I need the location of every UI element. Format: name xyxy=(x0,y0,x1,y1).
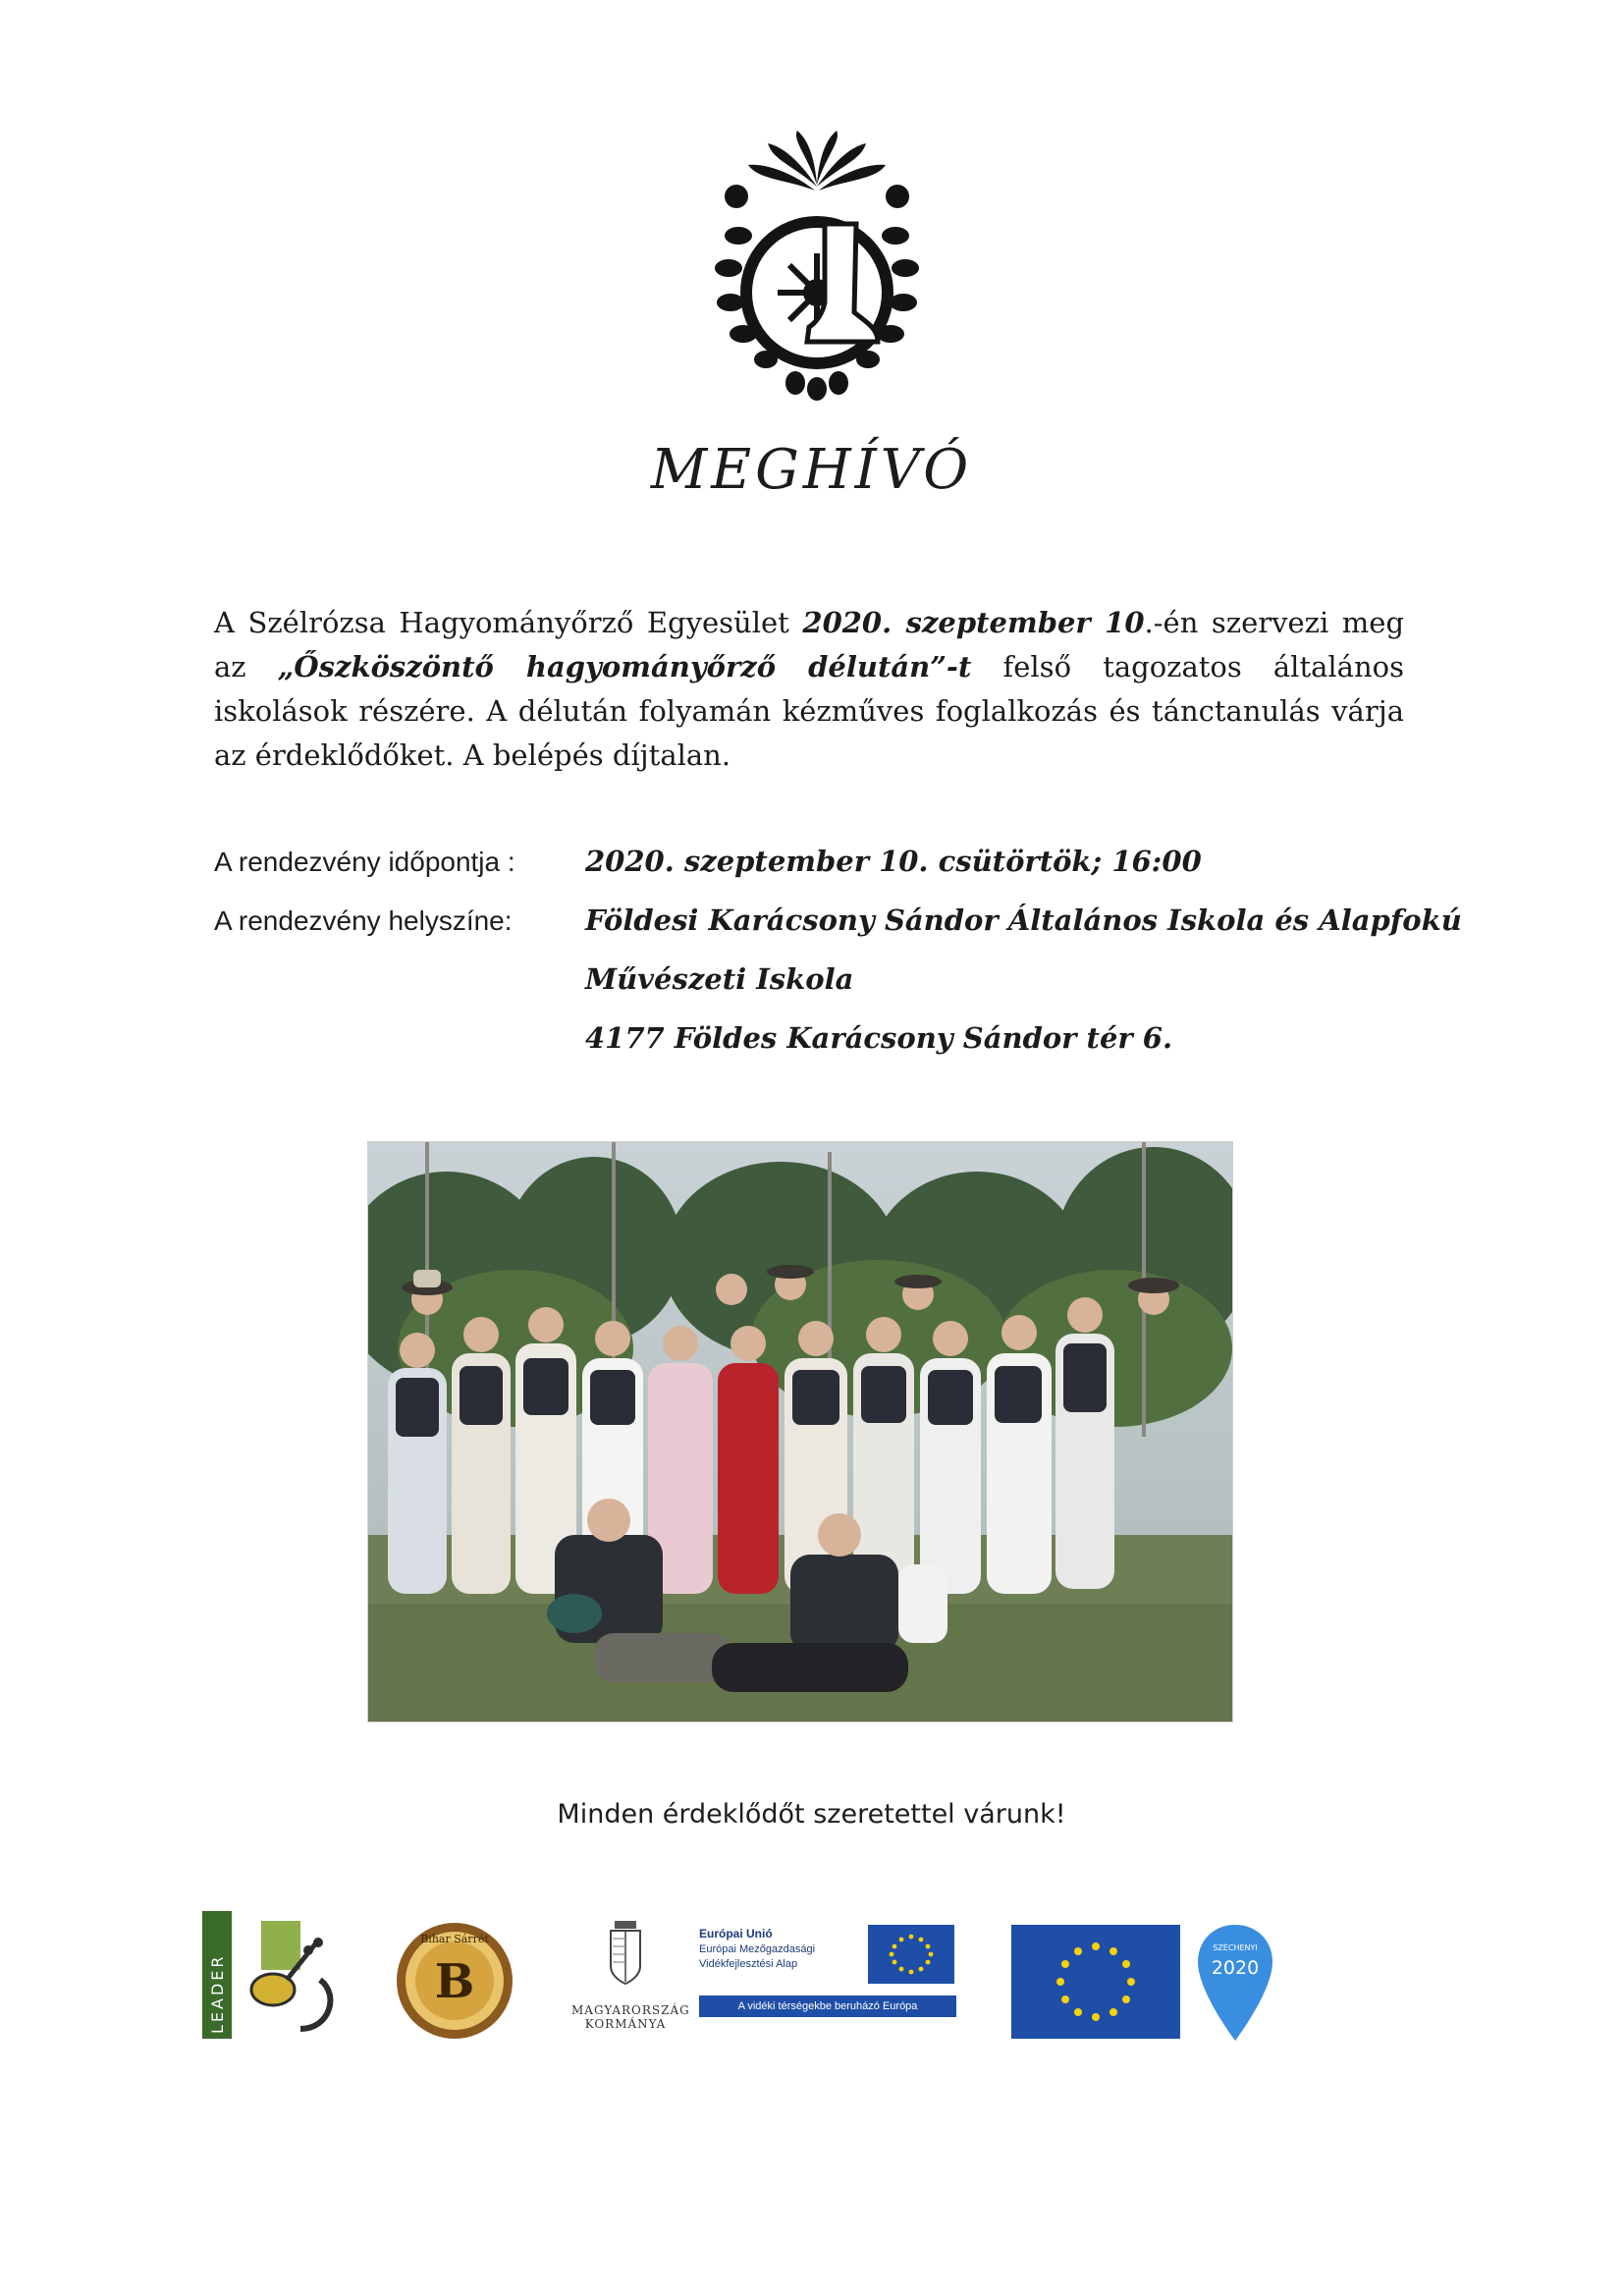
place-label: A rendezvény helyszíne: xyxy=(214,905,513,936)
intro-text-2: .-én szervezi meg az xyxy=(214,606,1405,683)
government-line-1: MAGYARORSZÁG xyxy=(571,2003,690,2017)
intro-text-1: A Szélrózsa Hagyományőrző Egyesület xyxy=(214,606,803,639)
time-label: A rendezvény időpontja : xyxy=(214,847,515,877)
government-line-2: KORMÁNYA xyxy=(584,2017,667,2031)
closing-text: Minden érdeklődőt szeretettel várunk! xyxy=(557,1799,1066,1830)
time-value: 2020. szeptember 10. csütörtök; 16:00 xyxy=(585,845,1202,878)
eu-flag-small xyxy=(868,1925,954,1984)
intro-event-name: „Őszköszöntő hagyományőrző délután”-t xyxy=(277,650,972,683)
eu-line-3: Vidékfejlesztési Alap xyxy=(699,1958,798,1970)
intro-date: 2020. szeptember 10 xyxy=(802,606,1145,639)
place-line-2: Művészeti Iskola xyxy=(585,962,854,996)
leader-logo-text: LEADER xyxy=(208,1953,227,2034)
szechenyi-2020-logo xyxy=(1196,1923,1274,2045)
eu-line-1: Európai Unió xyxy=(699,1927,773,1941)
group-photo xyxy=(367,1141,1233,1722)
eu-banner: A vidéki térségekbe beruházó Európa xyxy=(699,1995,956,2017)
place-line-3: 4177 Földes Karácsony Sándor tér 6. xyxy=(585,1021,1173,1055)
place-line-1: Földesi Karácsony Sándor Általános Iskola és Alapfokú xyxy=(585,903,1462,937)
eu-flag xyxy=(1011,1925,1180,2039)
bihar-sarret-badge xyxy=(395,1921,514,2041)
badge-letter: B xyxy=(434,1954,475,2009)
intro-paragraph xyxy=(214,601,1404,778)
szechenyi-top-text: SZÉCHENYI xyxy=(1213,1943,1258,1952)
badge-top-text: Bihar Sárrét xyxy=(420,1933,489,1945)
leader-logo xyxy=(202,1911,352,2039)
emblem-logo xyxy=(699,126,935,401)
eu-line-2: Európai Mezőgazdasági xyxy=(699,1943,816,1955)
szechenyi-year: 2020 xyxy=(1211,1957,1260,1979)
eu-fund-logo xyxy=(699,1923,956,2043)
government-logo xyxy=(571,1917,690,2039)
page-title: MEGHÍVÓ xyxy=(650,438,973,502)
intro-text-3: felső tagozatos általános iskolások részére. A délután folyamán kézműves foglalkozás és tánctanulás várja az érdeklődőket. A belépés díjtalan. xyxy=(214,650,1404,772)
